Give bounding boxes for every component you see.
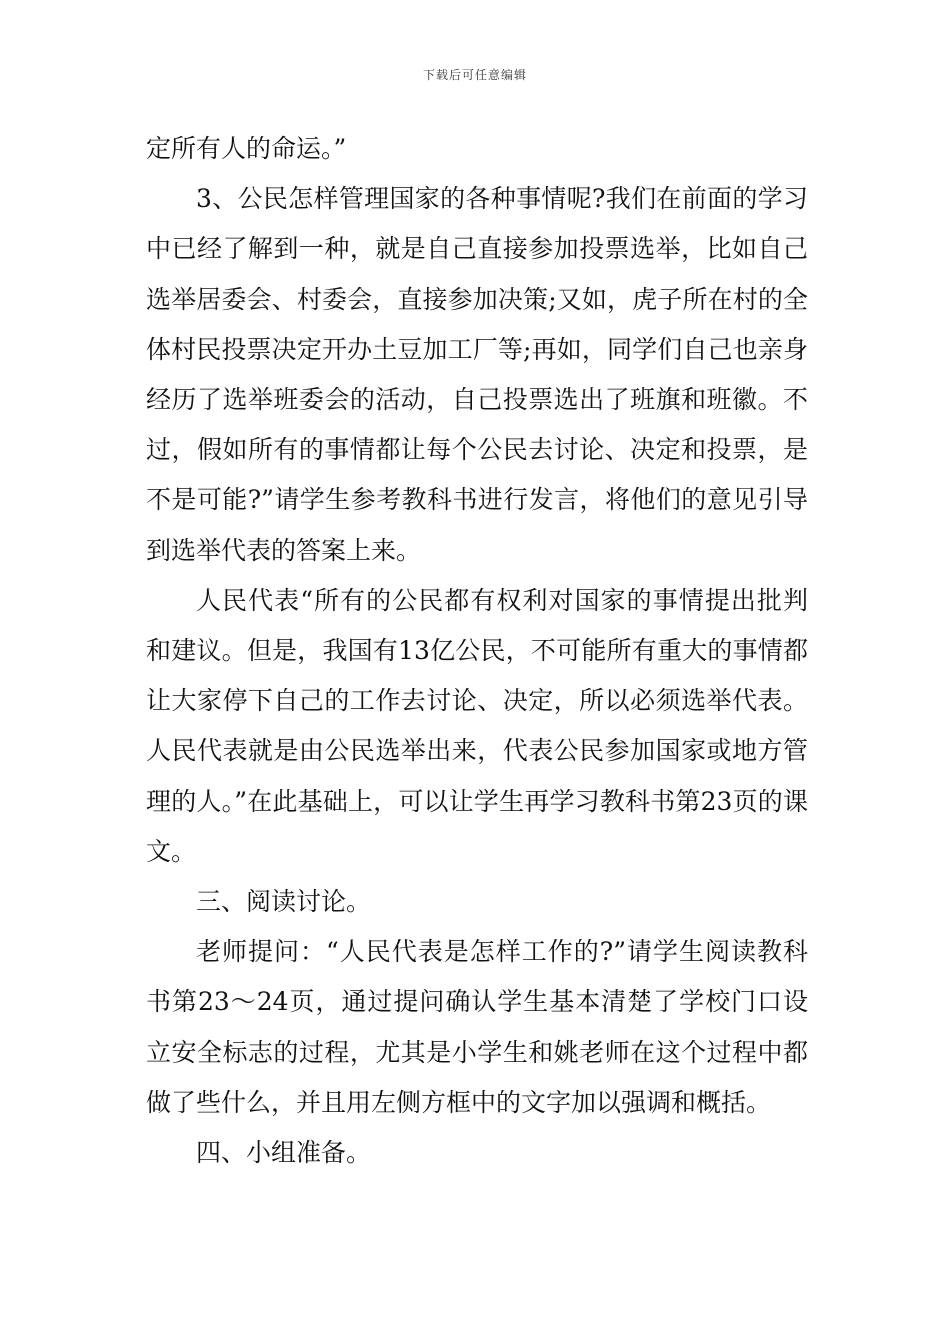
paragraph-3: 人民代表“所有的公民都有权利对国家的事情提出批判和建议。但是，我国有13亿公民，不可能所有重大的事情都让大家停下自己的工作去讨论、决定，所以必须选举代表。人民代表就是由公民选举出来，代表公民参加国家或地方管理的人。”在此基础上，可以让学生再学习教科书第23页的课文。 xyxy=(146,585,808,866)
document-body xyxy=(146,124,808,1178)
paragraph-1: 定所有人的命运。” xyxy=(146,134,347,163)
section-heading-3: 三、阅读讨论。 xyxy=(196,887,372,917)
page-header: 下载后可任意编辑 xyxy=(422,68,527,82)
paragraph-2: 3、公民怎样管理国家的各种事情呢?我们在前面的学习中已经了解到一种，就是自己直接参加投票选举，比如自己选举居委会、村委会，直接参加决策;又如，虎子所在村的全体村民投票决定开办土豆加工厂等;再如，同学们自己也亲身经历了选举班委会的活动，自己投票选出了班旗和班徽。不过，假如所有的事情都让每个公民去讨论、决定和投票，是不是可能?”请学生参考教科书进行发言，将他们的意见引导到选举代表的答案上来。 xyxy=(146,184,808,565)
section-heading-4: 四、小组准备。 xyxy=(196,1138,372,1168)
paragraph-5: 老师提问：“人民代表是怎样工作的?”请学生阅读教科书第23～24页，通过提问确认学生基本清楚了学校门口设立安全标志的过程，尤其是小学生和姚老师在这个过程中都做了些什么，并且用左侧方框中的文字加以强调和概括。 xyxy=(146,937,808,1117)
